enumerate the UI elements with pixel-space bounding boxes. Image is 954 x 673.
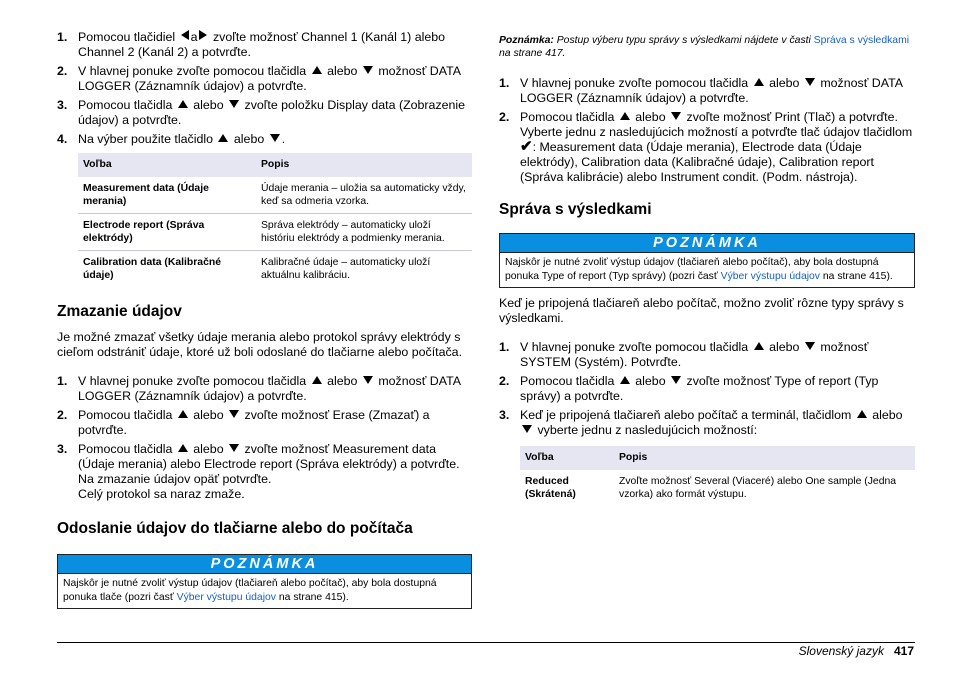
step-text: Celý protokol sa naraz zmaže. [78,487,245,501]
section-heading-report: Správa s výsledkami [499,201,652,218]
section-heading-delete: Zmazanie údajov [57,303,182,320]
step-number: 4. [57,132,68,146]
step-text: zvoľte možnosť Measurement data (Údaje merania) alebo Electrode report (Správa elektródy) a potvrďte. Na zmazanie údajov opäť potvrďte. [78,442,460,486]
step-text: možnosť DATA LOGGER (Záznamník údajov) a potvrďte. [78,64,461,93]
delete-paragraph: Je možné zmazať všetky údaje merania alebo protokol správy elektródy s cieľom odstrániť údaje, ktoré už boli odoslané do tlačiarne alebo počítača. [57,330,463,359]
step-number: 1. [57,30,68,44]
note-text: na strane 415). [820,271,893,282]
table-header-row [520,446,915,470]
list-item [499,374,915,404]
step-text: alebo [193,442,224,456]
report-options-table [520,446,915,506]
step-text: alebo [635,110,666,124]
table-row [78,214,472,251]
step-text: Na výber použite tlačidlo [78,132,213,146]
list-item [57,98,472,128]
note-text: na strane 415). [276,592,349,603]
channel-steps-list [57,30,472,147]
left-column [57,30,472,609]
step-text: možnosť SYSTEM (Systém). Potvrďte. [520,340,869,369]
step-text: možnosť DATA LOGGER (Záznamník údajov) a potvrďte. [520,76,903,105]
footer-divider [57,642,915,643]
step-text: Pomocou tlačidla [520,374,615,388]
page-footer [799,644,914,658]
table-cell: Electrode report (Správa elektródy) [78,214,256,251]
step-text: Pomocou tlačidla [520,110,615,124]
note-text: Najskôr je nutné zvoliť výstup údajov (tlačiareň alebo počítač), aby bola dostupná ponuka tlače (pozri časť [63,578,437,603]
down-arrow-icon [363,376,373,384]
up-arrow-icon [620,112,630,120]
table-row [520,470,915,506]
step-text: . [281,132,286,146]
report-note [499,34,915,60]
output-selection-link[interactable]: Výber výstupu údajov [176,592,276,603]
list-item [57,374,472,404]
table-header-row [78,153,472,177]
down-arrow-icon [229,410,239,418]
page-number: 417 [893,644,914,658]
note-box [499,233,915,288]
down-arrow-icon [805,78,815,86]
step-number: 3. [57,98,68,112]
column-header: Popis [256,153,472,177]
step-number: 2. [57,408,68,422]
table-cell: Správa elektródy – automaticky uloží históriu elektródy a podmienky merania. [256,214,472,251]
list-item [57,64,472,94]
step-text: vyberte jednu z nasledujúcich možností: [537,423,758,437]
step-text: zvoľte možnosť Erase (Zmazať) a potvrďte. [78,408,430,437]
note-title: POZNÁMKA [500,234,914,252]
note-body [58,573,471,608]
down-arrow-icon [805,342,815,350]
step-text: alebo [193,408,224,422]
step-text: zvoľte položku Display data (Zobrazenie údajov) a potvrďte. [78,98,466,127]
step-number: 1. [57,374,68,388]
section-heading-send: Odoslanie údajov do tlačiarne alebo do počítača [57,520,413,537]
left-arrow-icon [181,30,189,40]
step-text: možnosť DATA LOGGER (Záznamník údajov) a potvrďte. [78,374,461,403]
down-arrow-icon [671,112,681,120]
table-row [78,251,472,288]
up-arrow-icon [312,376,322,384]
table-cell: Údaje merania – uložia sa automaticky vždy, keď sa odmeria vzorka. [256,177,472,214]
up-arrow-icon [218,134,228,142]
up-arrow-icon [754,78,764,86]
step-text: V hlavnej ponuke zvoľte pomocou tlačidla [520,340,749,354]
up-arrow-icon [857,410,867,418]
table-cell: Calibration data (Kalibračné údaje) [83,257,221,281]
table-cell: Kalibračné údaje – automaticky uloží aktuálnu kalibráciu. [261,257,431,281]
list-item [57,30,472,60]
list-item [499,110,915,185]
results-report-link[interactable]: Správa s výsledkami [813,35,910,46]
step-text: alebo [327,64,358,78]
note-label: Poznámka: [499,35,554,46]
report-options-table-wrap [520,446,915,506]
note-body [500,252,914,287]
note-box [57,554,472,609]
report-paragraph: Keď je pripojená tlačiareň alebo počítač, možno zvoliť rôzne typy správy s výsledkami. [499,296,904,325]
table-cell: Zvoľte možnosť Several (Viaceré) alebo One sample (Jedna vzorka) ako formát výstupu. [619,476,897,500]
column-header: Voľba [78,153,256,177]
down-arrow-icon [522,425,532,433]
step-text: V hlavnej ponuke zvoľte pomocou tlačidla [520,76,749,90]
step-text: V hlavnej ponuke zvoľte pomocou tlačidla [78,374,307,388]
list-item [57,132,472,147]
step-text: Keď je pripojená tlačiareň alebo počítač a terminál, tlačidlom [520,408,852,422]
confirm-check-icon: ✔ [520,138,533,155]
up-arrow-icon [178,410,188,418]
step-text: Pomocou tlačidla [78,98,173,112]
display-options-table [78,153,472,287]
step-text: alebo [872,408,903,422]
list-item [57,408,472,438]
print-steps-list [499,76,915,185]
table-cell: Measurement data (Údaje merania) [78,177,256,214]
delete-steps-list [57,374,472,502]
table-row [78,177,472,214]
step-text: alebo [769,340,800,354]
down-arrow-icon [363,66,373,74]
note-text: na strane 417. [499,48,566,59]
note-text: Postup výberu typu správy s výsledkami nájdete v časti [553,35,814,46]
down-arrow-icon [229,444,239,452]
right-arrow-icon [199,30,207,40]
step-text: zvoľte možnosť Print (Tlač) a potvrďte. Vyberte jednu z nasledujúcich možností a potvrďte tlač údajov tlačidlom [520,110,913,139]
down-arrow-icon [671,376,681,384]
step-number: 1. [499,76,510,90]
step-text: alebo [233,132,265,146]
list-item [499,76,915,106]
list-item [499,408,915,438]
step-text: Pomocou tlačidiel [78,30,176,44]
list-item [57,442,472,502]
step-text: Pomocou tlačidla [78,442,173,456]
column-header: Voľba [520,446,614,470]
report-steps-list [499,340,915,438]
step-number: 3. [57,442,68,456]
step-text: zvoľte možnosť Type of report (Typ správy) a potvrďte. [520,374,879,403]
step-text: Pomocou tlačidla [78,408,173,422]
step-number: 3. [499,408,510,422]
up-arrow-icon [620,376,630,384]
step-text: alebo [193,98,224,112]
up-arrow-icon [178,100,188,108]
up-arrow-icon [178,444,188,452]
list-item [499,340,915,370]
step-number: 1. [499,340,510,354]
up-arrow-icon [312,66,322,74]
step-text: V hlavnej ponuke zvoľte pomocou tlačidla [78,64,307,78]
step-text: : Measurement data (Údaje merania), Electrode data (Údaje elektródy), Calibration data (Kalibračné údaje), Calibration report (Správa kalibrácie) alebo Instrument condit. (Podm. nástroja). [520,140,875,184]
up-arrow-icon [754,342,764,350]
column-header: Popis [614,446,915,470]
footer-language: Slovenský jazyk [798,644,884,658]
output-selection-link[interactable]: Výber výstupu údajov [720,271,821,282]
step-number: 2. [499,110,510,124]
note-text: Najskôr je nutné zvoliť výstup údajov (tlačiareň alebo počítač), aby bola dostupná ponuka Type of report (Typ správy) (pozri časť [505,257,879,282]
right-column [499,30,915,506]
down-arrow-icon [270,134,280,142]
step-text: alebo [327,374,358,388]
table-cell: Reduced (Skrátená) [525,476,576,500]
note-title: POZNÁMKA [58,555,471,573]
step-text: alebo [635,374,666,388]
step-text: a [190,30,198,44]
step-number: 2. [499,374,510,388]
step-text: alebo [769,76,800,90]
step-number: 2. [57,64,68,78]
down-arrow-icon [229,100,239,108]
display-options-table-wrap [78,153,472,287]
step-text: zvoľte možnosť Channel 1 (Kanál 1) alebo Channel 2 (Kanál 2) a potvrďte. [78,30,446,59]
